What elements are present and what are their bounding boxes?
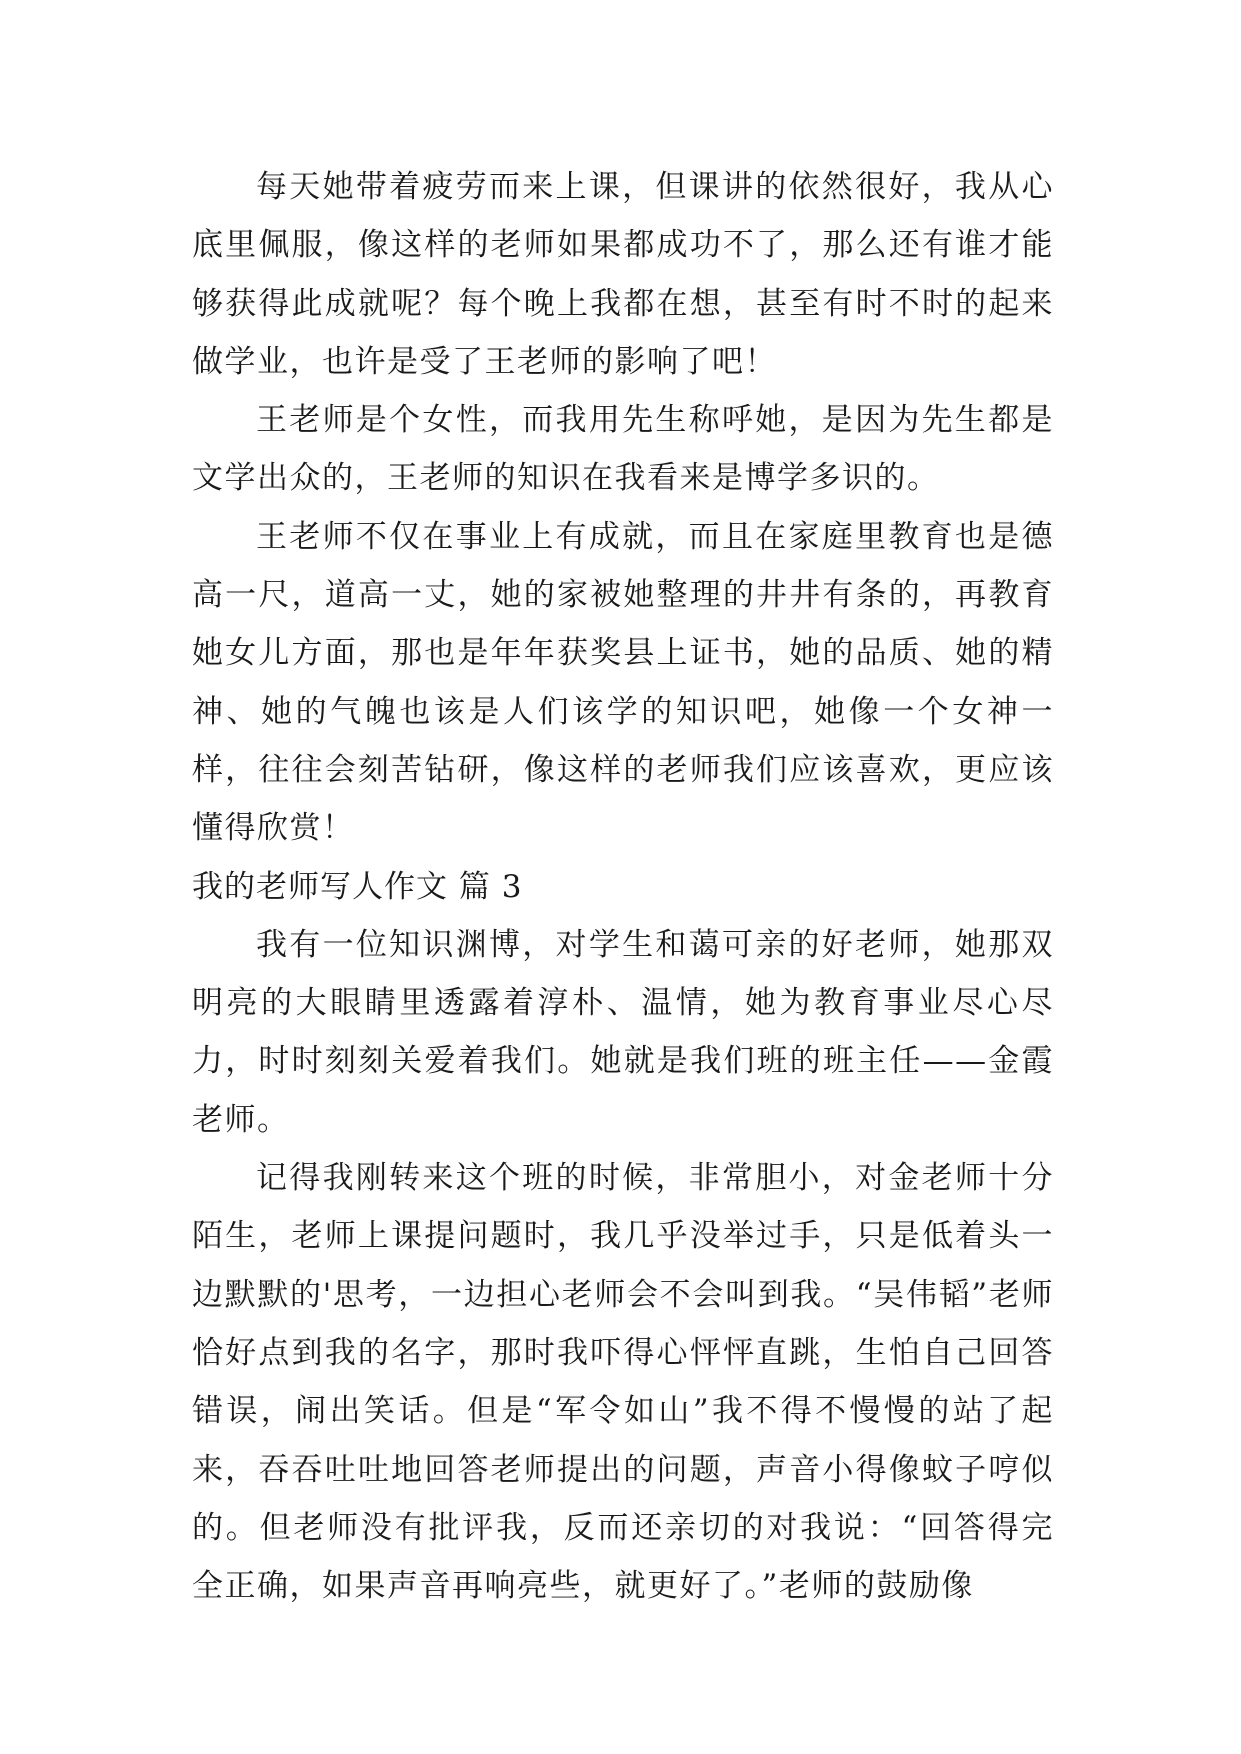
paragraph: 王老师不仅在事业上有成就，而且在家庭里教育也是德高一尺，道高一丈，她的家被她整理的井井有条的，再教育她女儿方面，那也是年年获奖县上证书，她的品质、她的精神、她的气魄也该是人们该学的知识吧，她像一个女神一样，往往会刻苦钻研，像这样的老师我们应该喜欢，更应该懂得欣赏！ — [192, 518, 1054, 847]
section-heading: 我的老师写人作文 篇 3 — [192, 868, 523, 905]
document-body — [192, 158, 1054, 1615]
paragraph: 每天她带着疲劳而来上课，但课讲的依然很好，我从心底里佩服，像这样的老师如果都成功不了，那么还有谁才能够获得此成就呢？每个晚上我都在想，甚至有时不时的起来做学业，也许是受了王老师的影响了吧！ — [192, 169, 1054, 380]
paragraph: 我有一位知识渊博，对学生和蔼可亲的好老师，她那双明亮的大眼睛里透露着淳朴、温情，她为教育事业尽心尽力，时时刻刻关爱着我们。她就是我们班的班主任——金霞老师。 — [192, 926, 1054, 1138]
paragraph: 记得我刚转来这个班的时候，非常胆小，对金老师十分陌生，老师上课提问题时，我几乎没举过手，只是低着头一边默默的'思考，一边担心老师会不会叫到我。“吴伟韬”老师恰好点到我的名字，那时我吓得心怦怦直跳，生怕自己回答错误，闹出笑话。但是“军令如山”我不得不慢慢的站了起来，吞吞吐吐地回答老师提出的问题，声音小得像蚊子哼似的。但老师没有批评我，反而还亲切的对我说：“回答得完全正确，如果声音再响亮些，就更好了。”老师的鼓励像 — [192, 1160, 1054, 1605]
paragraph: 王老师是个女性，而我用先生称呼她，是因为先生都是文学出众的，王老师的知识在我看来是博学多识的。 — [192, 402, 1054, 497]
